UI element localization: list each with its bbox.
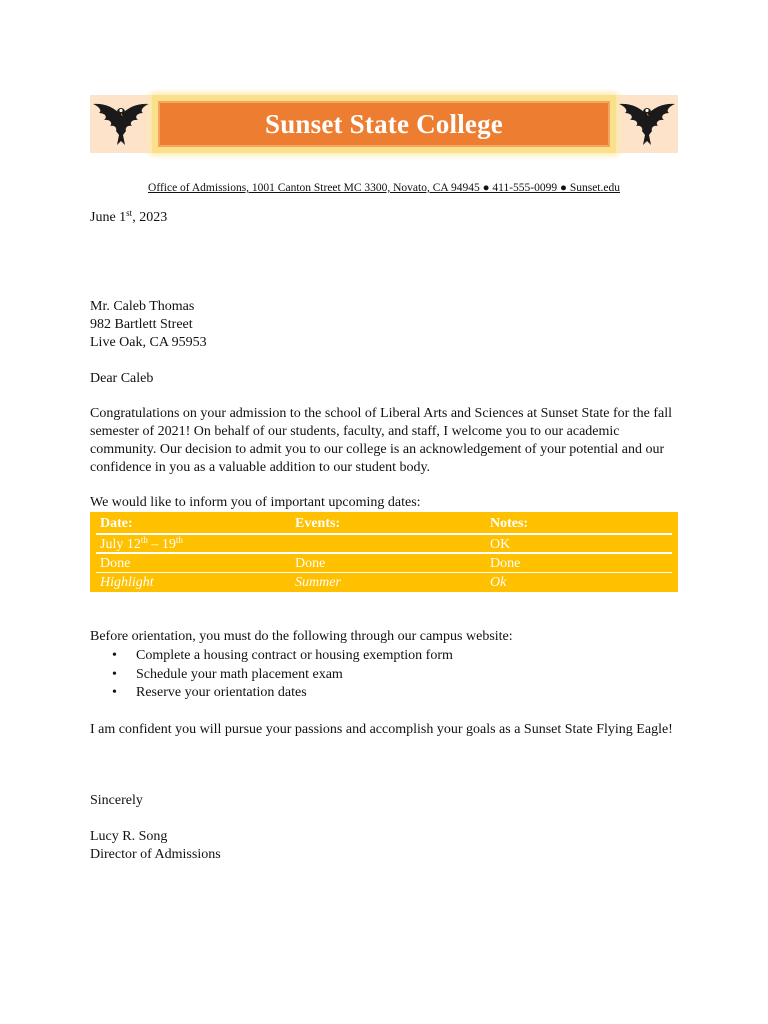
upcoming-dates-table	[90, 512, 678, 592]
row3-note: Ok	[490, 574, 507, 590]
closing-paragraph: I am confident you will pursue your passions and accomplish your goals as a Sunset State Flying Eagle!	[90, 722, 673, 737]
letter-date: June 1st, 2023	[90, 208, 168, 225]
salutation: Dear Caleb	[90, 371, 154, 386]
recipient-city: Live Oak, CA 95953	[90, 335, 207, 350]
college-name: Sunset State College	[265, 108, 503, 139]
row1-date: July 12th – 19th	[100, 534, 183, 552]
row3-date: Highlight	[100, 574, 154, 590]
signatory-name: Lucy R. Song	[90, 829, 168, 844]
list-item: • Complete a housing contract or housing exemption form	[90, 647, 453, 666]
eagle-icon	[90, 95, 152, 153]
list-item: • Reserve your orientation dates	[90, 684, 453, 703]
orientation-intro: Before orientation, you must do the following through our campus website:	[90, 629, 513, 644]
orientation-checklist	[90, 647, 453, 703]
table-row	[90, 554, 678, 573]
table-header-row	[90, 512, 678, 535]
list-item: • Schedule your math placement exam	[90, 666, 453, 685]
row2-date: Done	[100, 555, 131, 571]
recipient-name: Mr. Caleb Thomas	[90, 299, 195, 314]
row2-event: Done	[295, 555, 326, 571]
header-events: Events:	[295, 515, 341, 531]
college-title-box	[152, 95, 616, 153]
eagle-icon	[616, 95, 678, 153]
office-address-line: Office of Admissions, 1001 Canton Street MC 3300, Novato, CA 94945 ● 411-555-0099 ● Sunset.edu	[148, 182, 620, 194]
row1-note: OK	[490, 536, 511, 552]
header-date: Date:	[100, 515, 133, 531]
row3-event: Summer	[295, 574, 341, 590]
table-row	[90, 573, 678, 592]
letterhead-banner	[90, 95, 678, 153]
signoff: Sincerely	[90, 793, 143, 808]
recipient-street: 982 Bartlett Street	[90, 317, 193, 332]
row2-note: Done	[490, 555, 521, 571]
intro-paragraph: Congratulations on your admission to the school of Liberal Arts and Sciences at Sunset State for the fall semester of 2021! On behalf of our students, faculty, and staff, I welcome you to our academic community. Our decision to admit you to our college is an acknowledgement of your potential and our confidence in you as a valuable addition to our student body.	[90, 406, 673, 475]
table-row	[90, 535, 678, 554]
dates-intro: We would like to inform you of important upcoming dates:	[90, 495, 421, 510]
header-notes: Notes:	[490, 515, 529, 531]
signatory-title: Director of Admissions	[90, 847, 221, 862]
